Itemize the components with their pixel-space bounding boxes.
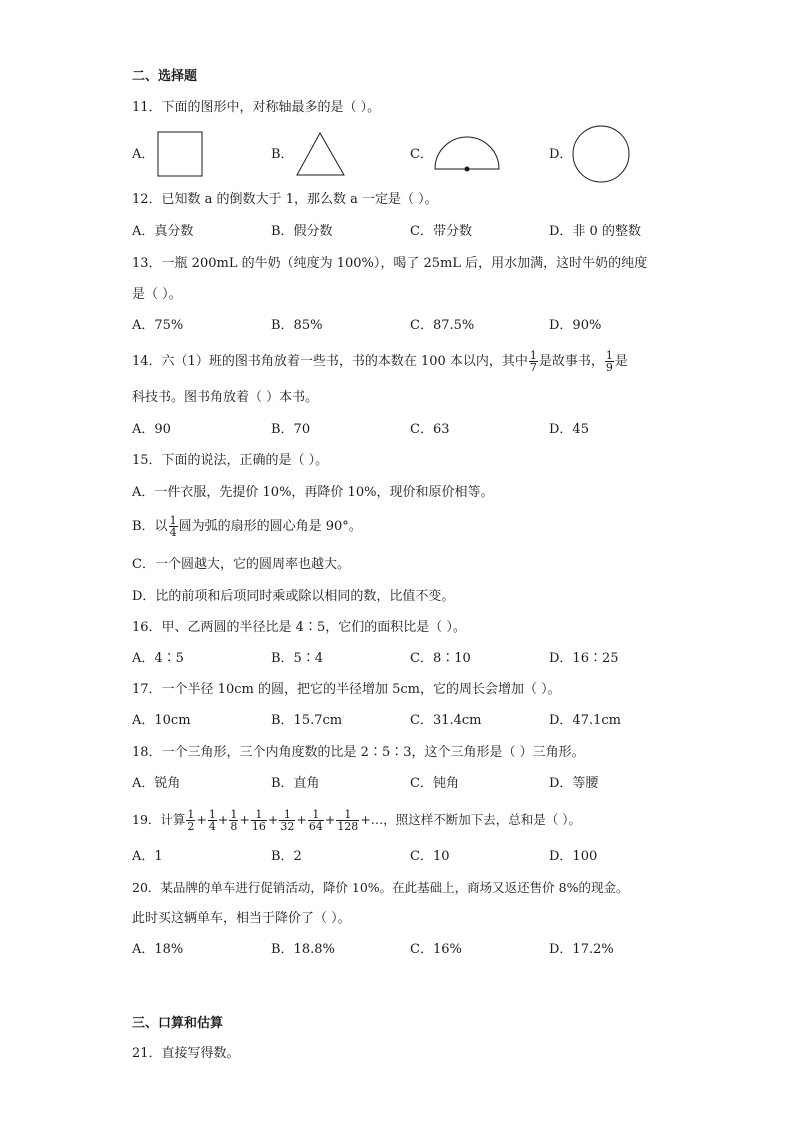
q13-option-a: A．75% bbox=[132, 318, 184, 333]
circle-icon bbox=[571, 124, 631, 184]
option-a-label: A． bbox=[132, 147, 155, 162]
q14-option-b: B．70 bbox=[271, 422, 311, 437]
q13-option-d: D．90% bbox=[549, 318, 602, 333]
series-fraction: $\frac{1}{64}$ bbox=[308, 808, 323, 833]
q17-option-b: B．15.7cm bbox=[271, 713, 343, 728]
option-b-label: B． bbox=[271, 147, 294, 162]
q18-option-d: D．等腰 bbox=[549, 776, 599, 791]
plus-sign: + bbox=[239, 812, 250, 827]
q15-option-a: A．一件衣服，先提价 10%，再降价 10%，现价和原价相等。 bbox=[132, 485, 494, 500]
q14-option-d: D．45 bbox=[549, 422, 589, 437]
q20-option-b: B．18.8% bbox=[271, 942, 335, 957]
q15-option-b bbox=[132, 515, 362, 538]
q12-option-c: C．带分数 bbox=[410, 224, 472, 239]
q14-text-pre: 14．六（1）班的图书角放着一些书，书的本数在 100 本以内，其中 bbox=[132, 354, 528, 369]
series-fraction: $\frac{1}{8}$ bbox=[230, 808, 238, 833]
q15-b-pre: B．以 bbox=[132, 519, 168, 534]
semicircle-icon bbox=[433, 136, 501, 174]
series-fraction: $\frac{1}{128}$ bbox=[337, 808, 359, 833]
question-19 bbox=[132, 809, 581, 832]
q19-pre: 19．计算 bbox=[132, 812, 186, 827]
plus-sign: + bbox=[296, 812, 307, 827]
section-heading-choice: 二、选择题 bbox=[132, 69, 198, 84]
series-fraction: $\frac{1}{2}$ bbox=[187, 808, 195, 833]
fraction-one-seventh: $\frac{1}{7}$ bbox=[529, 349, 537, 374]
q19-option-a: A．1 bbox=[132, 849, 163, 864]
question-21: 21．直接写得数。 bbox=[132, 1046, 240, 1061]
q14-option-a: A．90 bbox=[132, 422, 171, 437]
option-d-label: D． bbox=[549, 147, 573, 162]
plus-sign: + bbox=[324, 812, 336, 827]
q19-option-b: B．2 bbox=[271, 849, 302, 864]
question-20-line1: 20．某品牌的单车进行促销活动，降价 10%。在此基础上，商场又返还售价 8%的现金。 bbox=[132, 880, 629, 895]
question-16: 16．甲、乙两圆的半径比是 4∶5，它们的面积比是（ ）。 bbox=[132, 620, 466, 635]
q18-option-c: C．钝角 bbox=[410, 776, 459, 791]
series-fraction: $\frac{1}{16}$ bbox=[251, 808, 266, 833]
q19-option-c: C．10 bbox=[410, 849, 450, 864]
q16-option-d: D．16∶25 bbox=[549, 651, 619, 666]
q17-option-a: A．10cm bbox=[132, 713, 191, 728]
question-15: 15．下面的说法，正确的是（ ）。 bbox=[132, 453, 329, 468]
question-13-line2: 是（ ）。 bbox=[132, 287, 182, 302]
question-20-line2: 此时买这辆单车，相当于降价了（ ）。 bbox=[132, 911, 351, 926]
q14-text-post: 是 bbox=[614, 354, 628, 369]
q15-b-post: 圆为弧的扇形的圆心角是 90°。 bbox=[178, 519, 362, 534]
q13-option-c: C．87.5% bbox=[410, 318, 475, 333]
q15-option-d: D．比的前项和后项同时乘或除以相同的数，比值不变。 bbox=[132, 589, 455, 604]
q20-option-c: C．16% bbox=[410, 942, 462, 957]
q19-series bbox=[185, 808, 360, 833]
q19-tail: +…，照这样不断加下去，总和是（ ）。 bbox=[360, 812, 582, 827]
question-13-line1: 13．一瓶 200mL 的牛奶（纯度为 100%），喝了 25mL 后，用水加满，这时牛奶的纯度 bbox=[132, 256, 648, 271]
q12-option-d: D．非 0 的整数 bbox=[549, 224, 641, 239]
q12-option-b: B．假分数 bbox=[271, 224, 333, 239]
plus-sign: + bbox=[196, 812, 207, 827]
series-fraction: $\frac{1}{32}$ bbox=[280, 808, 295, 833]
question-12: 12．已知数 a 的倒数大于 1，那么数 a 一定是（ ）。 bbox=[132, 192, 438, 207]
series-fraction: $\frac{1}{4}$ bbox=[208, 808, 216, 833]
q17-option-d: D．47.1cm bbox=[549, 713, 621, 728]
q20-option-d: D．17.2% bbox=[549, 942, 614, 957]
q19-option-d: D．100 bbox=[549, 849, 598, 864]
question-18: 18．一个三角形，三个内角度数的比是 2∶5∶3，这个三角形是（ ）三角形。 bbox=[132, 745, 585, 760]
question-14-line1 bbox=[132, 350, 628, 373]
q20-option-a: A．18% bbox=[132, 942, 184, 957]
q18-option-b: B．直角 bbox=[271, 776, 320, 791]
q15-option-c: C．一个圆越大，它的圆周率也越大。 bbox=[132, 557, 350, 572]
option-c-label: C． bbox=[410, 147, 433, 162]
fraction-one-quarter: $\frac{1}{4}$ bbox=[169, 514, 177, 539]
q18-option-a: A．锐角 bbox=[132, 776, 181, 791]
section-heading-oral: 三、口算和估算 bbox=[132, 1016, 224, 1031]
question-14-line2: 科技书。图书角放着（ ）本书。 bbox=[132, 390, 319, 405]
q16-option-c: C．8∶10 bbox=[410, 651, 471, 666]
q14-text-mid: 是故事书， bbox=[538, 354, 604, 369]
q13-option-b: B．85% bbox=[271, 318, 323, 333]
q12-option-a: A．真分数 bbox=[132, 224, 194, 239]
q14-option-c: C．63 bbox=[410, 422, 450, 437]
q16-option-b: B．5∶4 bbox=[271, 651, 324, 666]
square-icon bbox=[157, 131, 203, 177]
q16-option-a: A．4∶5 bbox=[132, 651, 184, 666]
question-11: 11．下面的图形中，对称轴最多的是（ ）。 bbox=[132, 100, 381, 115]
plus-sign: + bbox=[217, 812, 229, 827]
triangle-icon bbox=[295, 131, 347, 177]
question-17: 17．一个半径 10cm 的圆，把它的半径增加 5cm，它的周长会增加（ ）。 bbox=[132, 682, 561, 697]
q17-option-c: C．31.4cm bbox=[410, 713, 482, 728]
fraction-one-ninth: $\frac{1}{9}$ bbox=[605, 349, 613, 374]
plus-sign: + bbox=[267, 812, 279, 827]
